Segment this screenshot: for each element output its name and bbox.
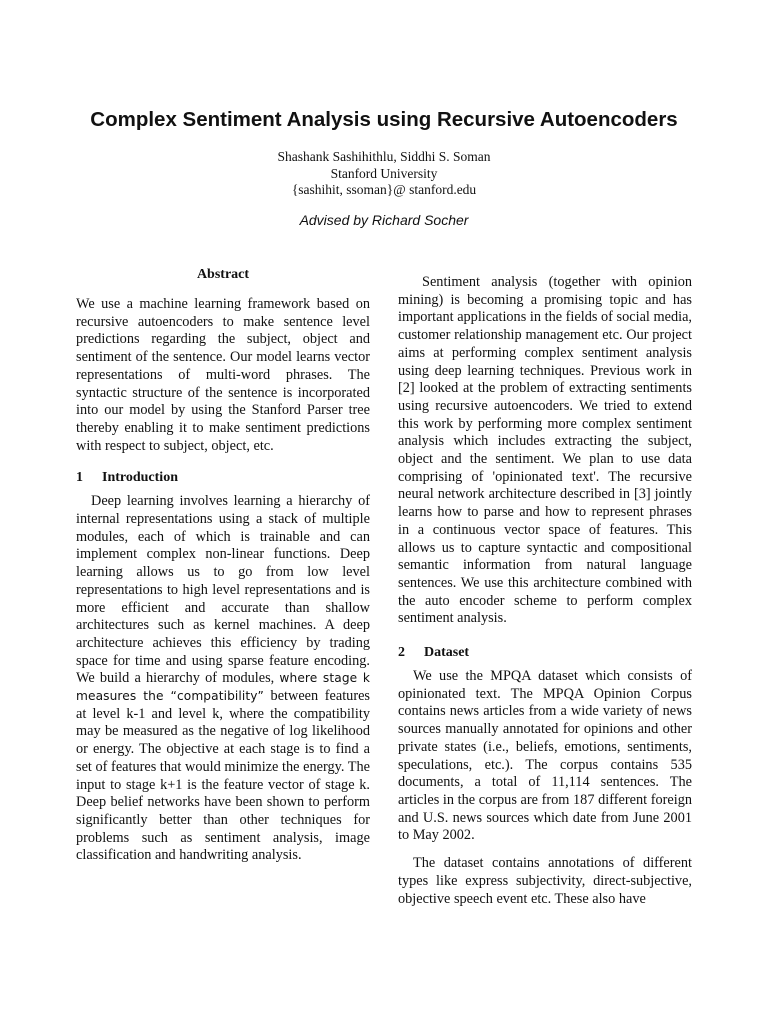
section-heading-dataset [398,644,692,662]
intro-paragraph-1 [76,493,370,865]
section-number: 1 [76,470,83,486]
right-column [398,274,692,908]
abstract-heading: Abstract [196,267,250,282]
section-heading-introduction [76,469,370,487]
advisor-line: Advised by Richard Socher [299,212,469,228]
section-title: Introduction [102,470,178,486]
intro-paragraph-2: Sentiment analysis (together with opinion mining) is becoming a promising topic and has important applications in the fields of social media, customer relationship management etc. Our project aims at performing complex sentiment analysis using deep learning techniques. Previous work in [2] looked at the problem of extracting sentiments using recursive autoencoders. We tried to extend this work by performing more complex sentiment analysis which includes extracting the subject, object and the sentiment. We plan to use data comprising of 'opinionated text'. The recursive neural network architecture described in [3] jointly learns how to parse and how to represent phrases in a continuous vector space of features. This allows us to capture syntactic and compositional semantic information from natural language sentences. We use this architecture combined with the auto encoder scheme to perform complex sentiment analysis. [398,274,692,627]
paper-title: Complex Sentiment Analysis using Recursive Autoencoders [90,108,678,131]
dataset-paragraph-1: We use the MPQA dataset which consists of opinionated text. The MPQA Opinion Corpus contains news articles from a wide variety of news sources manually annotated for opinions and other private states (i.e., beliefs, emotions, sentiments, speculations, etc.). The corpus contains 535 documents, a total of 11,114 sentences. The articles in the corpus are from 187 different foreign and U.S. news sources which date from June 2001 to May 2002. [398,668,692,844]
abstract-text: We use a machine learning framework based on recursive autoencoders to make sentence level predictions regarding the subject, object and sentiment of the sentence. Our model learns vector representations of multi-word phrases. The syntactic structure of the sentence is incorporated into our model by using the Stanford Parser tree thereby enabling it to make sentiment predictions with respect to subject, object, etc. [76,296,370,454]
intro-p1-text-b: between features at level k-1 and level k, where the compatibility may be measured as the negative of log likelihood or energy. The objective at each stage is to find a set of features that would minimize the energy. The input to stage k+1 is the feature vector of stage k. Deep belief networks have been shown to perform significantly better than other techniques for problems such as sentiment analysis, image classification and handwriting analysis. [76,688,370,864]
section-number: 2 [398,645,405,661]
left-column [76,266,370,865]
intro-p1-compat-line: where stage k measures the “compatibility” [76,671,370,704]
authors: Shashank Sashihithlu, Siddhi S. Soman [277,149,491,164]
intro-p1-text-a: Deep learning involves learning a hierarchy of internal representations using a stack of multiple modules, each of which is trainable and can implement complex non-linear functions. Deep learning allows us to go from low level representations to high level representations and is more efficient and accurate than shallow architectures such as kernel machines. A deep architecture achieves this efficiency by trading space for time and using sparse feature encoding. We build a hierarchy of modules, [76,493,370,687]
affiliation: Stanford University [330,166,438,181]
section-title: Dataset [424,645,470,661]
author-emails: {sashihit, ssoman}@ stanford.edu [291,182,477,197]
dataset-paragraph-2: The dataset contains annotations of different types like express subjectivity, direct-subjective, objective speech event etc. These also have [398,855,692,907]
